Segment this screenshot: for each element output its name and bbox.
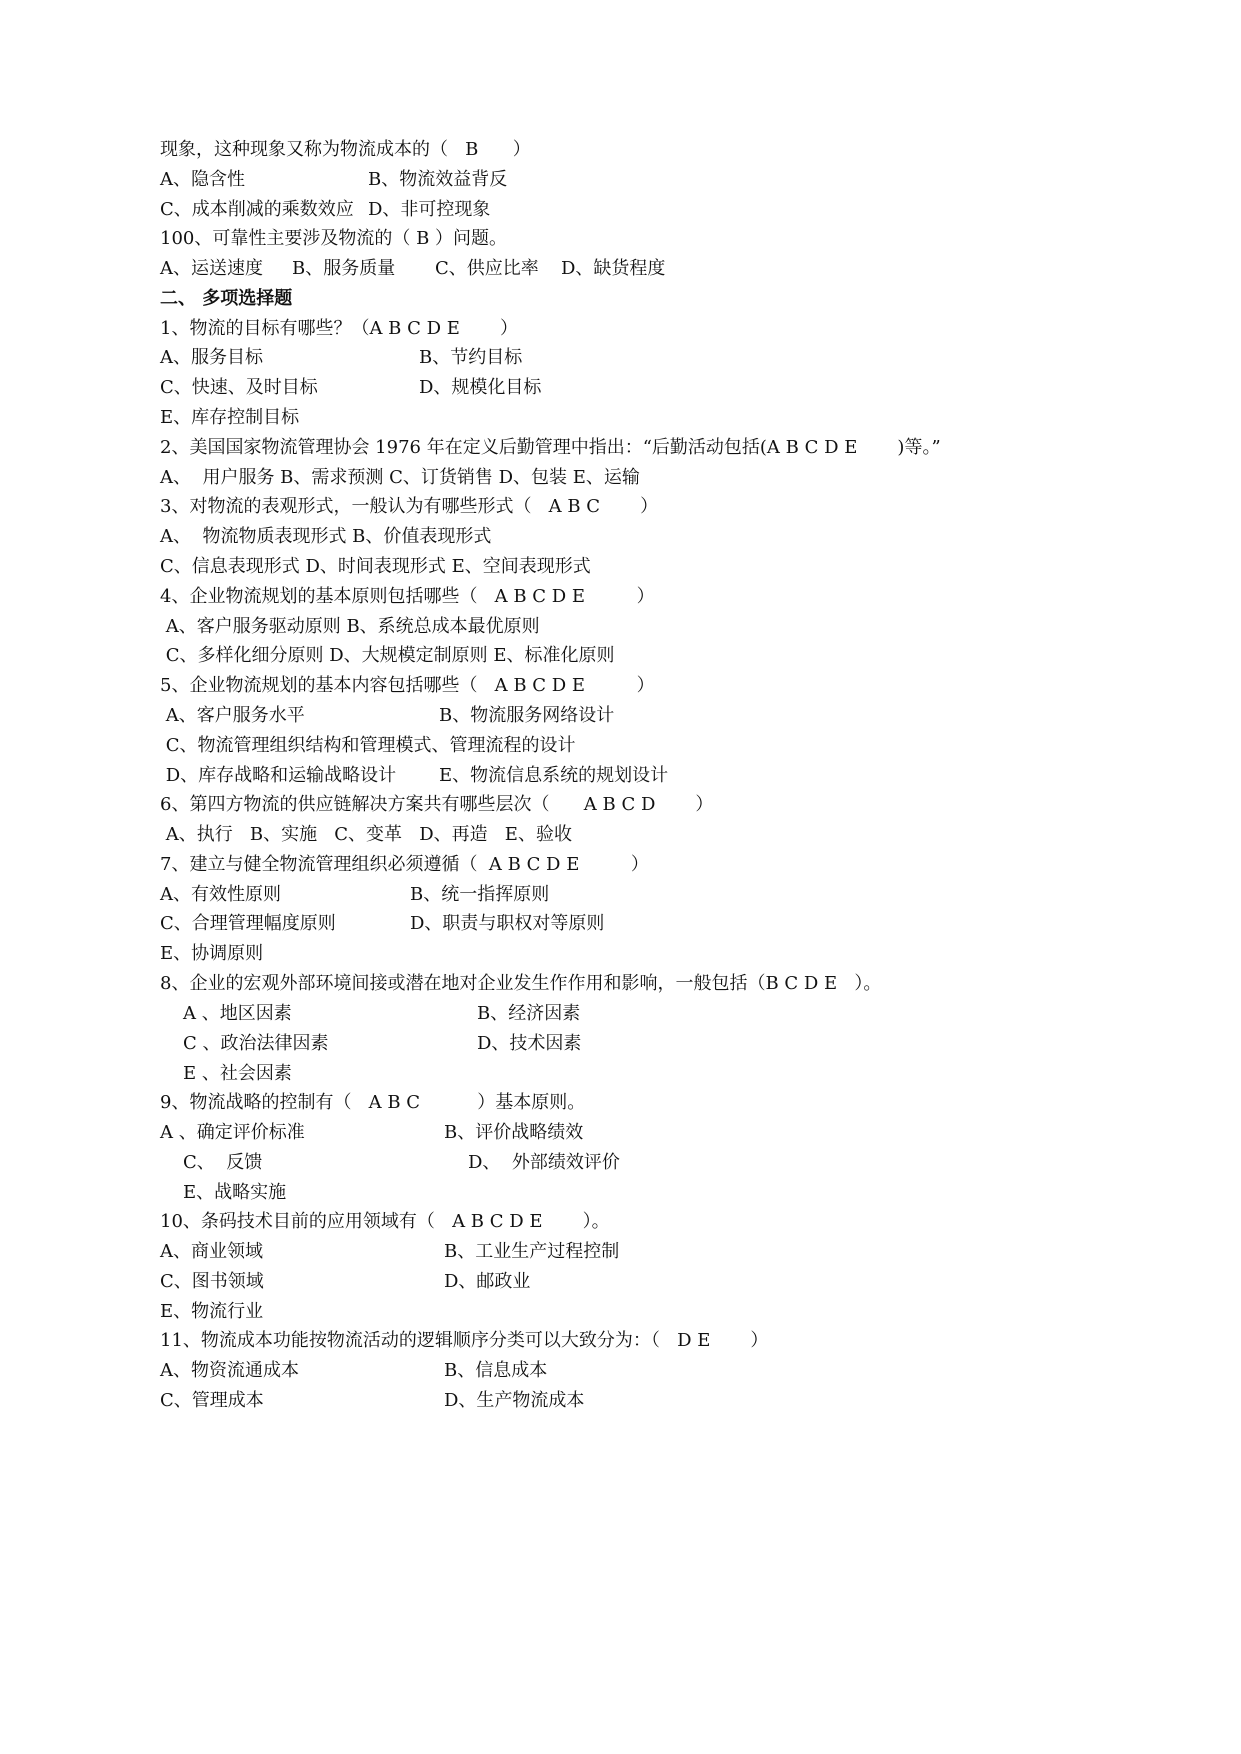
line-segment: D、规模化目标 [419,377,542,398]
line-segment: 4、企业物流规划的基本原则包括哪些（ A B C D E ） [160,586,655,607]
document-line [0,1062,1241,1086]
line-segment: A、隐含性 [160,169,245,190]
document-line [0,1329,1241,1353]
document-line [0,436,1241,460]
document-line [0,1002,1241,1026]
line-segment: B、服务质量 [292,258,396,279]
line-segment: 100、可靠性主要涉及物流的（ B ）问题。 [160,228,508,249]
line-segment: E、库存控制目标 [160,407,300,428]
line-segment: C、信息表现形式 D、时间表现形式 E、空间表现形式 [160,556,591,577]
document-line [0,495,1241,519]
line-segment: B、信息成本 [444,1360,548,1381]
line-segment: D、生产物流成本 [444,1390,585,1411]
line-segment: D、 外部绩效评价 [468,1152,620,1173]
line-segment: D、邮政业 [444,1271,531,1292]
line-segment: C、多样化细分原则 D、大规模定制原则 E、标准化原则 [160,645,615,666]
line-segment: E、物流行业 [160,1301,264,1322]
document-line [0,912,1241,936]
line-segment: D、缺货程度 [561,258,666,279]
line-segment: 10、条码技术目前的应用领域有（ A B C D E ）。 [160,1211,610,1232]
document-line [0,346,1241,370]
document-line [0,615,1241,639]
document-line [0,406,1241,430]
line-segment: A、 物流物质表现形式 B、价值表现形式 [160,526,492,547]
line-segment: A、服务目标 [160,347,263,368]
document-line [0,704,1241,728]
line-segment: 8、企业的宏观外部环境间接或潜在地对企业发生作作用和影响，一般包括（B C D E ）。 [160,973,882,994]
line-segment: A、客户服务水平 [160,705,305,726]
document-line [0,198,1241,222]
document-line [0,1032,1241,1056]
document-line [0,585,1241,609]
line-segment: C 、政治法律因素 [183,1033,329,1054]
line-segment: C、 反馈 [183,1152,263,1173]
line-segment: C、管理成本 [160,1390,264,1411]
line-segment: B、节约目标 [419,347,523,368]
line-segment: 11、物流成本功能按物流活动的逻辑顺序分类可以大致分为：（ D E ） [160,1330,769,1351]
document-line [0,1151,1241,1175]
line-segment: E、战略实施 [183,1182,287,1203]
document-line [0,555,1241,579]
document-line [0,1389,1241,1413]
document-line [0,793,1241,817]
line-segment: D、非可控现象 [368,199,491,220]
document-line [0,942,1241,966]
document-line [0,644,1241,668]
document-line [0,1210,1241,1234]
document-line [0,1240,1241,1264]
line-segment: E 、社会因素 [183,1063,292,1084]
line-segment: A、 用户服务 B、需求预测 C、订货销售 D、包装 E、运输 [160,467,640,488]
document-line [0,1091,1241,1115]
line-segment: 7、建立与健全物流管理组织必须遵循（ A B C D E ） [160,854,649,875]
line-segment: 2、美国国家物流管理协会 1976 年在定义后勤管理中指出：“后勤活动包括(A B C D E )等。” [160,437,941,458]
document-line [0,1270,1241,1294]
line-segment: C、合理管理幅度原则 [160,913,336,934]
document-line [0,376,1241,400]
line-segment: A、商业领域 [160,1241,263,1262]
line-segment: 1、物流的目标有哪些？（A B C D E ） [160,318,518,339]
document-line [0,1121,1241,1145]
line-segment: E、物流信息系统的规划设计 [439,765,669,786]
document-line [0,138,1241,162]
line-segment: C、物流管理组织结构和管理模式、管理流程的设计 [160,735,576,756]
line-segment: A 、地区因素 [183,1003,292,1024]
line-segment: E、协调原则 [160,943,264,964]
line-segment: C、成本削减的乘数效应 [160,199,354,220]
document-line [0,1181,1241,1205]
document-line [0,674,1241,698]
document-line [0,525,1241,549]
line-segment: 9、物流战略的控制有（ A B C ）基本原则。 [160,1092,586,1113]
line-segment: C、快速、及时目标 [160,377,318,398]
line-segment: A、运送速度 [160,258,263,279]
line-segment: C、图书领域 [160,1271,264,1292]
line-segment: D、技术因素 [477,1033,582,1054]
line-segment: B、经济因素 [477,1003,581,1024]
document-line [0,883,1241,907]
section-heading [0,287,1241,311]
document-line [0,823,1241,847]
line-segment: 6、第四方物流的供应链解决方案共有哪些层次（ A B C D ） [160,794,714,815]
document-line [0,853,1241,877]
line-segment: A、客户服务驱动原则 B、系统总成本最优原则 [160,616,540,637]
document-line [0,972,1241,996]
document-line [0,1359,1241,1383]
line-segment: B、统一指挥原则 [410,884,550,905]
line-segment: 5、企业物流规划的基本内容包括哪些（ A B C D E ） [160,675,655,696]
line-segment: B、评价战略绩效 [444,1122,584,1143]
line-segment: C、供应比率 [435,258,539,279]
document-line [0,1300,1241,1324]
document-line [0,466,1241,490]
line-segment: A、物资流通成本 [160,1360,299,1381]
document-line [0,168,1241,192]
line-segment: 现象，这种现象又称为物流成本的（ B ） [160,139,531,160]
line-segment: A 、确定评价标准 [160,1122,305,1143]
document-line [0,317,1241,341]
document-line [0,227,1241,251]
document-line [0,257,1241,281]
document-line [0,764,1241,788]
line-segment: B、物流服务网络设计 [439,705,615,726]
line-segment: A、执行 B、实施 C、变革 D、再造 E、验收 [160,824,572,845]
line-segment: D、职责与职权对等原则 [410,913,605,934]
line-segment: B、工业生产过程控制 [444,1241,620,1262]
line-segment: B、物流效益背反 [368,169,508,190]
line-segment: 二、 多项选择题 [160,288,293,309]
document-line [0,734,1241,758]
line-segment: D、库存战略和运输战略设计 [160,765,397,786]
line-segment: A、有效性原则 [160,884,281,905]
line-segment: 3、对物流的表观形式，一般认为有哪些形式（ A B C ） [160,496,659,517]
